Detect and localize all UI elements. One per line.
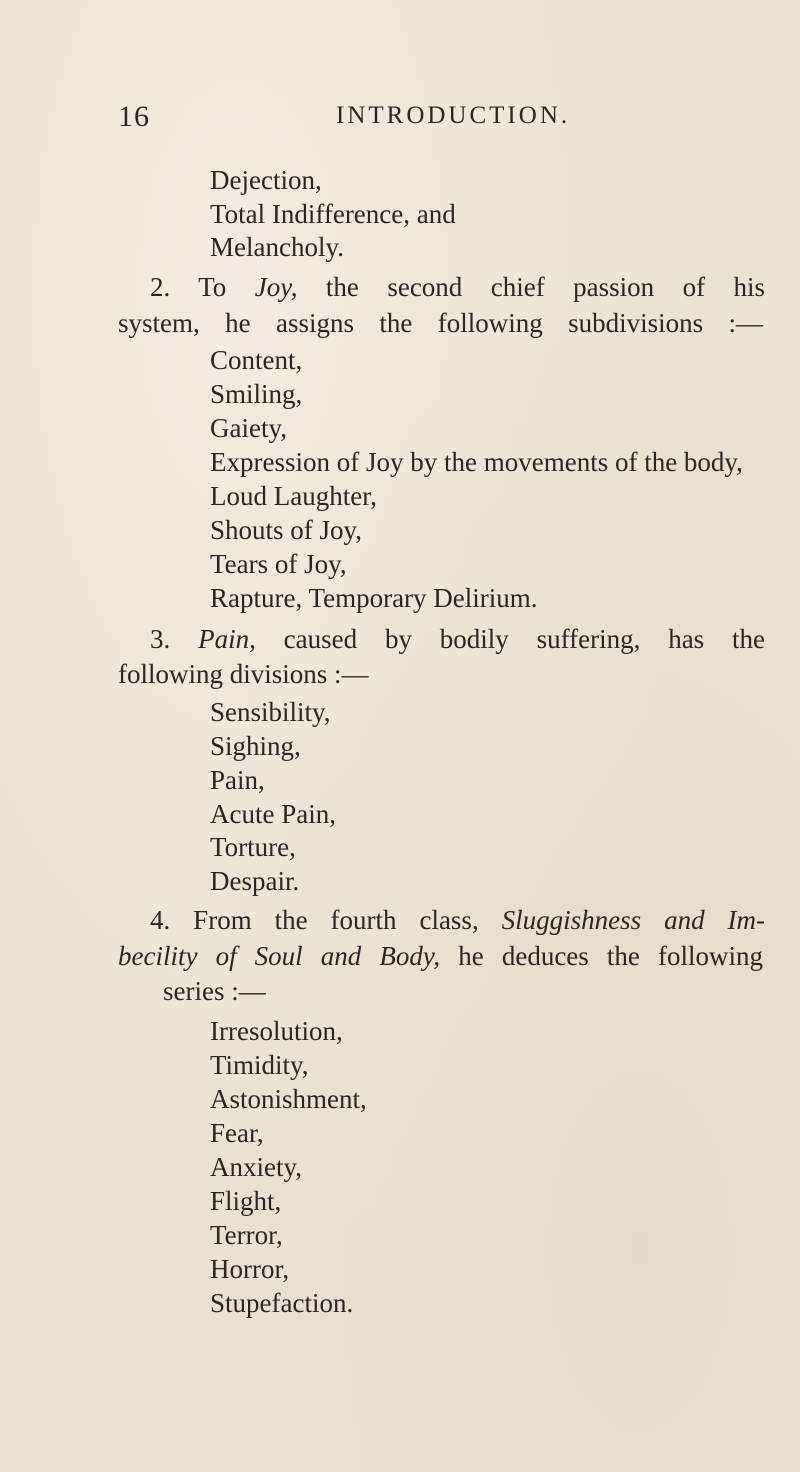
list-item-timidity: Timidity, bbox=[210, 1050, 309, 1080]
paragraph-pain-line-1: 3. Pain, caused by bodily suffering, has the bbox=[150, 624, 766, 654]
list-item-rapture: Rapture, Temporary Delirium. bbox=[210, 583, 538, 613]
page-header bbox=[0, 100, 800, 144]
list-item-sighing: Sighing, bbox=[210, 731, 301, 761]
list-item-acute-pain: Acute Pain, bbox=[210, 799, 336, 829]
list-item-stupefaction: Stupefaction. bbox=[210, 1288, 354, 1318]
term-sluggishness: Sluggishness and Im- bbox=[501, 905, 765, 935]
paragraph-sluggishness-line-3: series :— bbox=[163, 976, 266, 1006]
list-item-torture: Torture, bbox=[210, 832, 296, 862]
list-item-irresolution: Irresolution, bbox=[210, 1016, 343, 1046]
list-item-astonishment: Astonishment, bbox=[210, 1084, 367, 1114]
list-item-gaiety: Gaiety, bbox=[210, 413, 287, 443]
list-item-expression-of-joy: Expression of Joy by the movements of the body, bbox=[210, 447, 743, 477]
list-item-total-indifference: Total Indifference, and bbox=[210, 199, 456, 229]
list-item-sensibility: Sensibility, bbox=[210, 697, 331, 727]
page-number: 16 bbox=[118, 100, 150, 133]
list-item-terror: Terror, bbox=[210, 1220, 283, 1250]
list-item-loud-laughter: Loud Laughter, bbox=[210, 481, 377, 511]
list-item-dejection: Dejection, bbox=[210, 165, 322, 195]
paragraph-joy-line-2: system, he assigns the following subdivisions :— bbox=[118, 308, 763, 338]
list-item-tears-of-joy: Tears of Joy, bbox=[210, 549, 347, 579]
list-item-shouts-of-joy: Shouts of Joy, bbox=[210, 515, 363, 545]
running-title: INTRODUCTION. bbox=[336, 102, 571, 129]
list-item-despair: Despair. bbox=[210, 866, 300, 896]
paragraph-sluggishness-line-1: 4. From the fourth class, Sluggishness and Im- bbox=[150, 905, 765, 935]
term-imbecility: becility of Soul and Body, bbox=[118, 941, 441, 971]
list-item-smiling: Smiling, bbox=[210, 379, 303, 409]
paragraph-joy-line-1: 2. To Joy, the second chief passion of his bbox=[150, 272, 766, 302]
term-pain: Pain, bbox=[198, 624, 256, 654]
list-item-fear: Fear, bbox=[210, 1118, 264, 1148]
list-item-pain: Pain, bbox=[210, 765, 265, 795]
list-item-melancholy: Melancholy. bbox=[210, 232, 344, 262]
term-joy: Joy, bbox=[254, 272, 298, 302]
list-item-anxiety: Anxiety, bbox=[210, 1152, 302, 1182]
paragraph-sluggishness-line-2: becility of Soul and Body, he deduces the following bbox=[118, 941, 763, 971]
list-item-flight: Flight, bbox=[210, 1186, 282, 1216]
list-item-horror: Horror, bbox=[210, 1254, 290, 1284]
list-item-content: Content, bbox=[210, 345, 303, 375]
paragraph-pain-line-2: following divisions :— bbox=[118, 659, 369, 689]
